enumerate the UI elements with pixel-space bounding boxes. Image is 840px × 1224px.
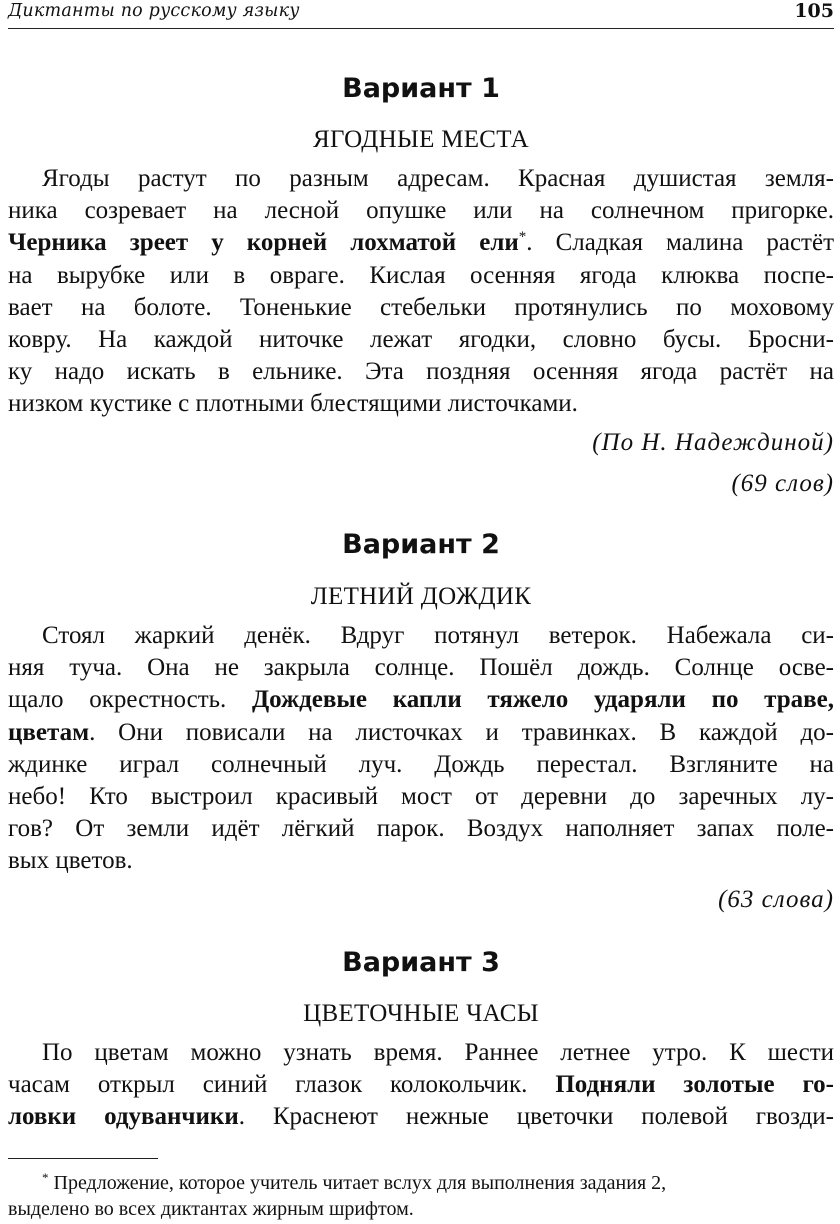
text-line bbox=[8, 227, 834, 259]
text-line bbox=[8, 1069, 834, 1101]
variant-1-title: ЯГОДНЫЕ МЕСТА bbox=[313, 126, 529, 153]
text-line bbox=[8, 717, 834, 749]
bold-sentence: ловки одуванчики bbox=[8, 1103, 239, 1131]
footnote-ref: * bbox=[518, 229, 527, 246]
variant-1-heading: Вариант 1 bbox=[342, 73, 500, 104]
footnote bbox=[8, 1170, 834, 1222]
footnote-divider bbox=[8, 1158, 158, 1159]
text-run: вает на болоте. Тоненькие стебельки протянулись по моховому bbox=[8, 293, 834, 321]
page-number: 105 bbox=[794, 0, 834, 22]
footnote-line-2: выделено во всех диктантах жирным шрифтом. bbox=[8, 1198, 414, 1220]
footnote-marker: * bbox=[42, 1170, 49, 1185]
text-run: . Краснеют нежные цветочки полевой гвозди- bbox=[238, 1103, 835, 1131]
text-line bbox=[8, 1037, 834, 1069]
footnote-line-1 bbox=[8, 1170, 834, 1196]
variant-3-text bbox=[8, 1037, 834, 1134]
text-line bbox=[8, 324, 834, 356]
variant-1-author: (По Н. Надеждиной) bbox=[592, 429, 834, 456]
text-line bbox=[8, 845, 834, 877]
text-run: ковру. На каждой ниточке лежат ягодки, словно бусы. Бросни- bbox=[8, 325, 834, 353]
running-title: Диктанты по русскому языку bbox=[8, 1, 300, 21]
text-line bbox=[8, 813, 834, 845]
text-run: . Они повисали на листочках и травинках. В каждой до- bbox=[89, 718, 834, 746]
text-line bbox=[8, 749, 834, 781]
text-run: небо! Кто выстроил красивый мост от деревни до заречных лу- bbox=[8, 782, 834, 810]
text-line bbox=[8, 620, 834, 652]
variant-3-title: ЦВЕТОЧНЫЕ ЧАСЫ bbox=[303, 1000, 539, 1027]
bold-sentence: цветам bbox=[8, 718, 90, 746]
text-run: щало окрестность. bbox=[8, 686, 252, 714]
bold-sentence: Дождевые капли тяжело ударяли по траве, bbox=[251, 686, 834, 714]
text-line bbox=[8, 163, 834, 195]
variant-2-heading: Вариант 2 bbox=[342, 529, 500, 560]
variant-1-text bbox=[8, 163, 834, 421]
variant-2-text bbox=[8, 620, 834, 878]
text-line bbox=[8, 652, 834, 684]
text-run: на вырубке или в овраге. Кислая осенняя ягода клюква поспе- bbox=[8, 261, 834, 289]
text-line bbox=[8, 1101, 834, 1133]
text-run: ника созревает на лесной опушке или на солнечном пригорке. bbox=[8, 197, 834, 225]
variant-1-word-count: (69 слов) bbox=[731, 470, 834, 497]
text-run: вых цветов. bbox=[8, 847, 133, 875]
text-line bbox=[8, 195, 834, 227]
variant-3-heading: Вариант 3 bbox=[342, 947, 500, 978]
text-line bbox=[8, 260, 834, 292]
bold-sentence: Черника зреет у корней лохматой ели bbox=[8, 229, 519, 257]
text-line bbox=[8, 292, 834, 324]
text-run: низком кустике с плотными блестящими листочками. bbox=[8, 390, 578, 418]
text-line bbox=[8, 388, 834, 420]
bold-sentence: Подняли золотые го- bbox=[555, 1071, 835, 1099]
text-run: По цветам можно узнать время. Раннее летнее утро. К шести bbox=[42, 1039, 834, 1066]
text-line bbox=[8, 781, 834, 813]
text-run: . Сладкая малина растёт bbox=[526, 229, 834, 257]
variant-2-word-count: (63 слова) bbox=[718, 886, 834, 913]
running-header bbox=[8, 0, 834, 29]
footnote-text-1: Предложение, которое учитель читает вслух для выполнения задания 2, bbox=[53, 1172, 667, 1194]
text-run: ждинке играл солнечный луч. Дождь перестал. Взгляните на bbox=[8, 750, 834, 778]
variant-2-title: ЛЕТНИЙ ДОЖДИК bbox=[310, 583, 532, 610]
text-run: няя туча. Она не закрыла солнце. Пошёл дождь. Солнце осве- bbox=[8, 654, 834, 682]
text-run: ку надо искать в ельнике. Эта поздняя осенняя ягода растёт на bbox=[8, 358, 834, 386]
text-run: гов? От земли идёт лёгкий парок. Воздух наполняет запах поле- bbox=[8, 815, 834, 843]
text-line bbox=[8, 684, 834, 716]
text-line bbox=[8, 356, 834, 388]
text-run: Ягоды растут по разным адресам. Красная душистая земля- bbox=[42, 165, 834, 192]
text-run: часам открыл синий глазок колокольчик. bbox=[8, 1071, 556, 1099]
book-page bbox=[8, 0, 834, 1224]
text-run: Стоял жаркий денёк. Вдруг потянул ветерок. Набежала си- bbox=[42, 622, 834, 649]
